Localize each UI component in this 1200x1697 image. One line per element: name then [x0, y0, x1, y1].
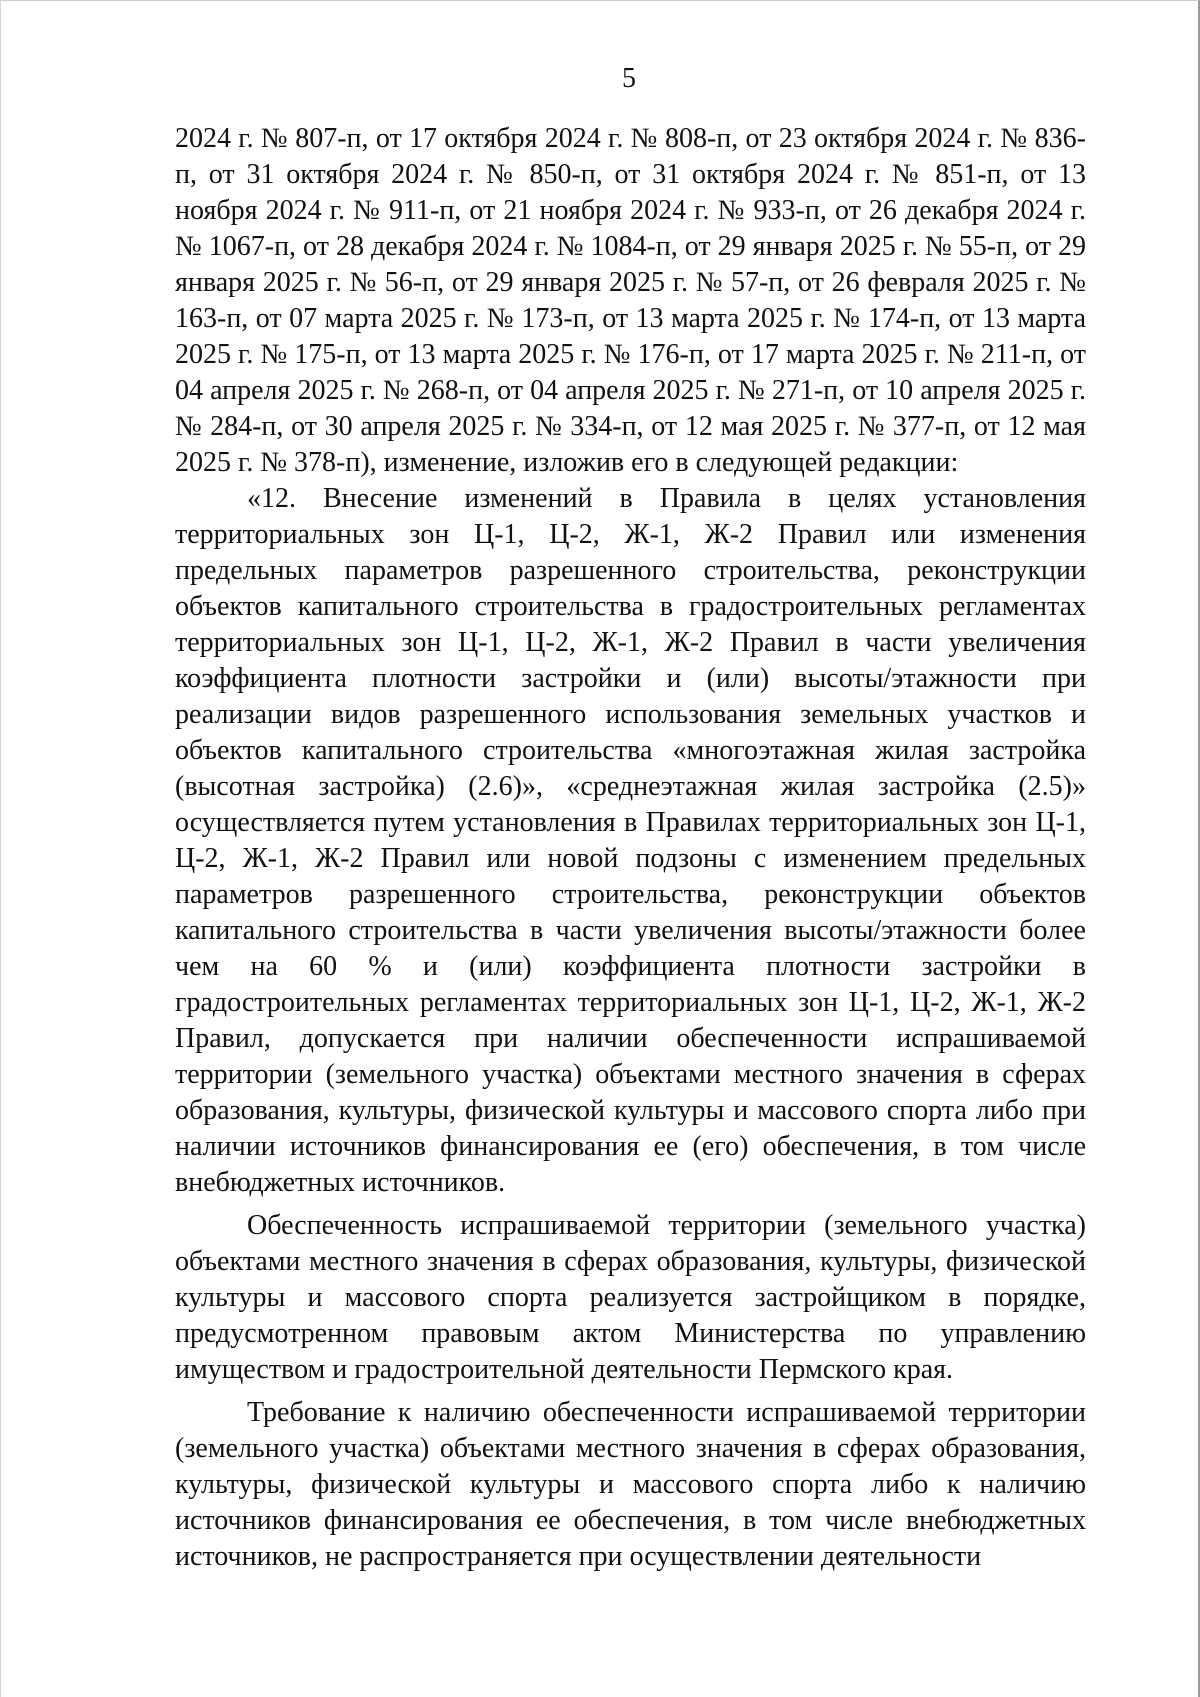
paragraph-provision: Обеспеченность испрашиваемой территории (земельного участка) объектами местного значения в сферах образования, культуры, физической культуры и массового спорта реализуется застройщиком в порядке, предусмотренном правовым актом Министерства по управлению имуществом и градостроительной деятельности Пермского края. — [175, 1210, 1086, 1385]
paragraph-requirement: Требование к наличию обеспеченности испрашиваемой территории (земельного участка) объектами местного значения в сферах образования, культуры, физической культуры и массового спорта либо к наличию источников финансирования ее обеспечения, в том числе внебюджетных источников, не распространяется при осуществлении деятельности — [175, 1397, 1086, 1572]
paragraph-item-12: «12. Внесение изменений в Правила в целях установления территориальных зон Ц-1, Ц-2, Ж-1, Ж-2 Правил или изменения предельных параметров разрешенного строительства, реконструкции объектов капитального строительства в градостроительных регламентах территориальных зон Ц-1, Ц-2, Ж-1, Ж-2 Правил в части увеличения коэффициента плотности застройки и (или) высоты/этажности при реализации видов разрешенного использования земельных участков и объектов капитального строительства «многоэтажная жилая застройка (высотная застройка) (2.6)», «среднеэтажная жилая застройка (2.5)» осуществляется путем установления в Правилах территориальных зон Ц-1, Ц-2, Ж-1, Ж-2 Правил или новой подзоны с изменением предельных параметров разрешенного строительства, реконструкции объектов капитального строительства в части увеличения высоты/этажности более чем на 60 % и (или) коэффициента плотности застройки в градостроительных регламентах территориальных зон Ц-1, Ц-2, Ж-1, Ж-2 Правил, допускается при наличии обеспеченности испрашиваемой территории (земельного участка) объектами местного значения в сферах образования, культуры, физической культуры и массового спорта либо при наличии источников финансирования ее (его) обеспечения, в том числе внебюджетных источников. — [175, 483, 1086, 1198]
document-body — [175, 121, 1086, 1575]
paragraph-resolution-list: 2024 г. № 807-п, от 17 октября 2024 г. № 808-п, от 23 октября 2024 г. № 836-п, от 31 октября 2024 г. № 850-п, от 31 октября 2024 г. № 851-п, от 13 ноября 2024 г. № 911-п, от 21 ноября 2024 г. № 933-п, от 26 декабря 2024 г. № 1067-п, от 28 декабря 2024 г. № 1084-п, от 29 января 2025 г. № 55-п, от 29 января 2025 г. № 56-п, от 29 января 2025 г. № 57-п, от 26 февраля 2025 г. № 163-п, от 07 марта 2025 г. № 173-п, от 13 марта 2025 г. № 174-п, от 13 марта 2025 г. № 175-п, от 13 марта 2025 г. № 176-п, от 17 марта 2025 г. № 211-п, от 04 апреля 2025 г. № 268-п, от 04 апреля 2025 г. № 271-п, от 10 апреля 2025 г. № 284-п, от 30 апреля 2025 г. № 334-п, от 12 мая 2025 г. № 377-п, от 12 мая 2025 г. № 378-п), изменение, изложив его в следующей редакции: — [175, 123, 1086, 478]
page-number: 5 — [622, 63, 636, 94]
